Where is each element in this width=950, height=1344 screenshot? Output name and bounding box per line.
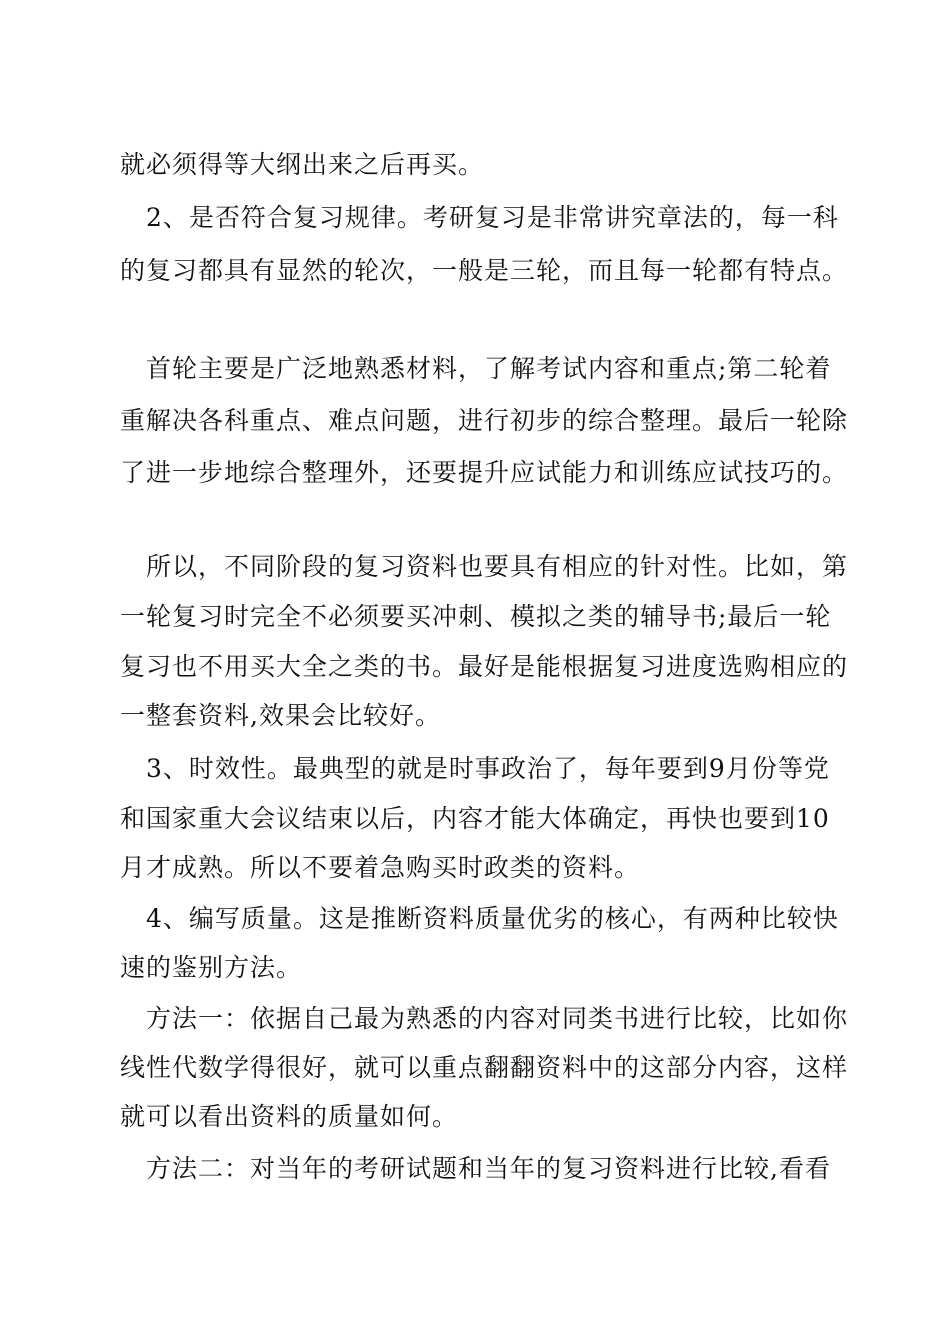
text-line: 和国家重大会议结束以后，内容才能大体确定，再快也要到10 (120, 804, 830, 833)
text-line: 所以，不同阶段的复习资料也要具有相应的针对性。比如，第 (146, 552, 849, 581)
text-line: 就必须得等大纲出来之后再买。 (120, 150, 485, 179)
text-line: 2、是否符合复习规律。考研复习是非常讲究章法的，每一科 (146, 203, 839, 232)
text-line: 首轮主要是广泛地熟悉材料，了解考试内容和重点;第二轮着 (146, 354, 832, 383)
text-line: 就可以看出资料的质量如何。 (120, 1102, 459, 1131)
text-line: 3、时效性。最典型的就是时事政治了，每年要到9月份等党 (146, 754, 830, 783)
text-line: 方法一：依据自己最为熟悉的内容对同类书进行比较，比如你 (146, 1004, 849, 1033)
text-line: 重解决各科重点、难点问题，进行初步的综合整理。最后一轮除 (120, 406, 849, 435)
text-line: 复习也不用买大全之类的书。最好是能根据复习进度选购相应的 (120, 652, 849, 681)
text-line: 的复习都具有显然的轮次，一般是三轮，而且每一轮都有特点。 (120, 256, 849, 285)
text-line: 方法二：对当年的考研试题和当年的复习资料进行比较,看看 (146, 1154, 831, 1183)
text-line: 速的鉴别方法。 (120, 953, 303, 982)
text-line: 一整套资料,效果会比较好。 (120, 701, 441, 730)
text-line: 一轮复习时完全不必须要买冲刺、模拟之类的辅导书;最后一轮 (120, 602, 832, 631)
text-line: 了进一步地综合整理外，还要提升应试能力和训练应试技巧的。 (120, 458, 849, 487)
text-line: 月才成熟。所以不要着急购买时政类的资料。 (120, 853, 641, 882)
text-line: 4、编写质量。这是推断资料质量优劣的核心，有两种比较快 (146, 904, 839, 933)
text-line: 线性代数学得很好，就可以重点翻翻资料中的这部分内容，这样 (120, 1053, 849, 1082)
